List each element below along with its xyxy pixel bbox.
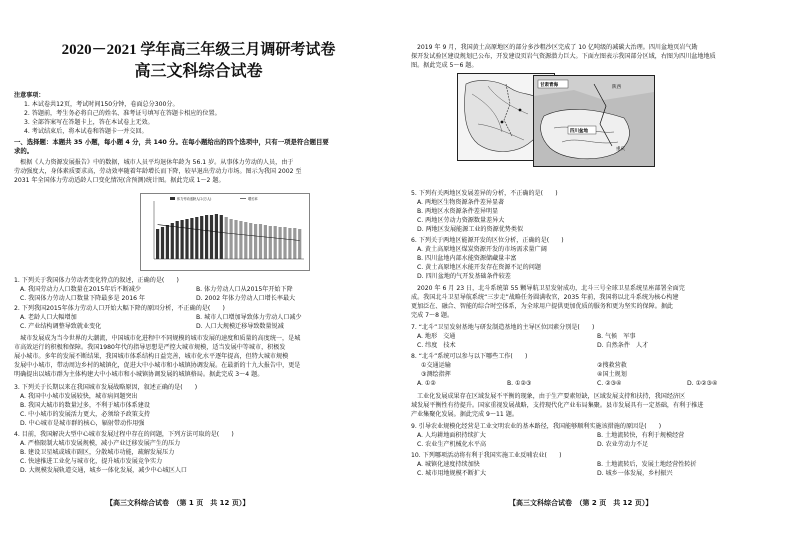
- figure-bar: [195, 217, 198, 259]
- figure-bar: [269, 226, 272, 259]
- figure-bar: [283, 227, 286, 259]
- passage-2-line-2: 市高效运行的积极和保障。我国1980年代的指导思想是严控大城市规模，适当发展中等城市，积极发: [14, 344, 286, 351]
- intro-line-1: 2019 年 9 月，我国黄土高原地区的部分多沙粗沙区完成了 10 亿吨级的减碳大治理。四川盆地页岩气勘: [417, 44, 698, 51]
- q1-option-c[interactable]: C. 我国体力劳动人口数量下降最多是 2016 年: [20, 295, 146, 302]
- note-2: 2. 答题前，考生务必将自己的姓名、准考证号填写在答题卡相应的位置。: [24, 110, 221, 117]
- passage-2-line-4: 发展中小城市，带动周边乡村的城镇化，促进大中小城市和小城镇协调发展。在最新的十九大报告中，更是: [14, 362, 301, 369]
- passage-4-line-1: 工业化发展成果存在区域发展不平衡的现象，由于生产要素短缺，区域发展支持和扶持，我国经济区: [417, 393, 686, 400]
- q7-option-b[interactable]: B. 气候 军事: [597, 333, 636, 340]
- map-label-sichuan-basin: 四川盆地: [570, 129, 588, 134]
- question-6: 6. 下列关于两地区能源开发的区位分析，正确的是( ): [411, 237, 564, 244]
- q8-item-4: ④国土规划: [597, 371, 627, 378]
- figure-bar: [225, 217, 228, 259]
- figure-bar: [220, 215, 223, 259]
- figure-bar: [234, 220, 237, 259]
- right-map-graphic: [534, 76, 654, 166]
- figure-bar: [210, 215, 213, 259]
- passage-3-line-1: 2020 年 6 月 23 日，北斗系统第 55 颗导航卫星发射成功，北斗三号全球卫星系统星座部署全面完: [417, 285, 685, 292]
- q9-option-c[interactable]: C. 农业生产机械化水平高: [417, 441, 487, 448]
- q2-option-d[interactable]: D. 人口大规模迁移导致数量锐减: [196, 323, 284, 330]
- figure-bar: [181, 220, 184, 259]
- figure-bar: [171, 223, 174, 259]
- q1-option-a[interactable]: A. 我国劳动力人口数量在2015年后不断减少: [20, 286, 141, 293]
- figure-bar: [249, 223, 252, 259]
- map-label-shaanxi: 陕西: [612, 85, 621, 90]
- page-1-footer: 【高三文科综合试卷 （第 1 页 共 12 页）】: [106, 499, 250, 507]
- legend-bars: 体力劳动适龄人口(万人): [177, 197, 212, 201]
- question-3: 3. 下列关于长期以来在我国城市发展战略原因，叙述正确的是( ): [14, 384, 198, 391]
- q6-option-b[interactable]: B. 四川盆地内部水能资源储藏量丰富: [417, 255, 517, 262]
- q5-option-d[interactable]: D. 两地区发展能源工业的资源优势类似: [417, 226, 524, 233]
- q8-option-c[interactable]: C. ②③④: [597, 380, 622, 387]
- q4-option-d[interactable]: D. 大规模发展轨道交通，城乡一体化发展，减少中心城区人口: [20, 467, 188, 474]
- figure-bar: [259, 224, 262, 259]
- q4-option-a[interactable]: A. 严格限制大城市发展规模，减小产业迁移发展产生的压力: [20, 440, 181, 447]
- figure-bar: [298, 229, 301, 259]
- q1-option-d[interactable]: D. 2002 年体力劳动人口增长率最大: [196, 295, 296, 302]
- question-10: 10. 下列哪项活动将有利于我国实施工业反哺农业( ): [411, 452, 562, 459]
- q2-option-b[interactable]: B. 城市人口增加导致体力劳动人口减少: [196, 314, 302, 321]
- notes-header: 注意事项：: [14, 92, 45, 99]
- note-1: 1. 本试卷共12页，考试时间150分钟，卷面总分300分。: [24, 101, 179, 108]
- q9-option-b[interactable]: B. 土地流转快，有利于规模经营: [597, 432, 685, 439]
- q10-option-d[interactable]: D. 城乡一体发展，乡村振兴: [597, 470, 673, 477]
- page-2-footer: 【高三文科综合试卷 （第 2 页 共 12 页）】: [509, 499, 653, 507]
- passage-4-line-2: 域发展平衡性有待提升。国家重视发展战略，支持现代化产业布局集聚。县市发展具有一定基础，有利于推进: [411, 402, 704, 409]
- figure-bar: [239, 221, 242, 259]
- question-1: 1. 下列关于我国体力劳动者变化特点的叙述，正确的是( ): [14, 277, 179, 284]
- figure-bar: [200, 216, 203, 259]
- q4-option-c[interactable]: C. 快速推进工业化与城市化，提升城市发展竞争实力: [20, 458, 163, 465]
- question-9: 9. 引导农业规模化经营是工业文明农业的基本路径，我国能够顺利实施该措施的原因是( ): [411, 423, 662, 430]
- q6-option-c[interactable]: C. 黄土高原地区水能开发存在资源不足的问题: [417, 264, 541, 271]
- passage-1-line-1: 根据《人力资源发展报告》中的数据，城市人员平均退休年龄为 56.1 岁。从事体力劳动的人员，由于: [20, 159, 294, 166]
- passage-3-line-3: 更加泛在、融合、智能的综合时空体系，为全球用户提供更加优质的服务和更为坚实的保障。据此: [411, 303, 674, 310]
- q6-option-a[interactable]: A. 黄土高原地区煤炭资源开发的市场需求量广阔: [417, 246, 547, 253]
- question-7: 7. “北斗”卫星发射基地与研发制造基地的主导区位因素分别是( ): [411, 324, 595, 331]
- figure-bar: [293, 228, 296, 259]
- q7-option-d[interactable]: D. 自然条件 人才: [597, 342, 649, 349]
- map-label-gansu-qinghai: 甘肃青海: [540, 83, 558, 88]
- q9-option-d[interactable]: D. 农业劳动力不足: [597, 441, 649, 448]
- figure-bar: [264, 225, 267, 259]
- q5-option-c[interactable]: C. 两地区劳动力资源数量差异大: [417, 217, 505, 224]
- passage-2-line-5: 明确提出以城市群为主体构建大中小城市和小城镇协调发展的城镇格局。据此完成 3～4 题。: [14, 371, 264, 378]
- figure-bar: [185, 219, 188, 259]
- intro-line-2: 探开发试验区建设规划已公布，开发建设页岩气资源潜力巨大。下面左图表示我国部分区域，右图为四川盆地地质: [411, 53, 716, 60]
- q7-option-a[interactable]: A. 地形 交通: [417, 333, 456, 340]
- q8-option-b[interactable]: B. ①②③: [507, 380, 532, 387]
- passage-2-line-3: 展小城市。多年的发展不断结果，我国城市体系结构日益完善，城市化水平逐年提高，但特大城市规模: [14, 353, 289, 360]
- figure-bar: [166, 225, 169, 259]
- q3-option-a[interactable]: A. 我国中小城市发展较快，城市病问题突出: [20, 393, 138, 400]
- figure-bar: [205, 215, 208, 259]
- question-5: 5. 下列有关两地区发展差异的分析，不正确的是( ): [411, 190, 558, 197]
- figure-bar: [254, 224, 257, 259]
- question-2: 2. 下列我国2015年体力劳动人口开始大幅下降的原因分析，不正确的是( ): [14, 305, 225, 312]
- page-2: [397, 0, 794, 535]
- q7-option-c[interactable]: C. 纬度 技术: [417, 342, 456, 349]
- exam-subtitle: 高三文科综合试卷: [134, 63, 263, 80]
- note-4: 4. 考试结束后，将本试卷和答题卡一并交回。: [24, 128, 148, 135]
- q8-option-a[interactable]: A. ①②: [417, 380, 436, 387]
- legend-rate: 增长率: [248, 197, 258, 201]
- map-label-chongqing: 重庆: [616, 147, 625, 152]
- figure-bar: [215, 214, 218, 259]
- figure-bar: [190, 218, 193, 259]
- question-8: 8. “北斗”系统可以参与以下哪些工作( ): [411, 353, 528, 360]
- q2-option-a[interactable]: A. 老龄人口大幅增加: [20, 314, 77, 321]
- q5-option-a[interactable]: A. 两地区生物资源条件差异显著: [417, 199, 505, 206]
- q8-item-1: ①交通运输: [421, 362, 451, 369]
- labor-population-figure: [140, 193, 310, 271]
- q4-option-b[interactable]: B. 建设卫星城或城市副区，分散城市功能，疏解发展压力: [20, 449, 175, 456]
- figure-bar: [274, 226, 277, 259]
- figure-bar: [156, 229, 159, 259]
- intro-line-3: 图。据此完成 5～6 题。: [411, 62, 478, 69]
- q5-option-b[interactable]: B. 两地区水资源条件差异明显: [417, 208, 499, 215]
- figure-bar: [279, 227, 282, 259]
- q2-option-c[interactable]: C. 产业结构调整导致就业变化: [20, 323, 102, 330]
- passage-1-line-2: 劳动强度大，身体素质要求高，劳动效率随着年龄增长而下降，较早退出劳动力市场。图示为我国 2002 至: [14, 168, 302, 175]
- figure-bar: [244, 222, 247, 259]
- figure-bar: [230, 219, 233, 259]
- question-4: 4. 目前，我国解决大型中心城市发展过程中存在的问题，下列方法可取的是( ): [14, 431, 234, 438]
- section-1-heading: 一、选择题：本题共 35 小题，每小题 4 分，共 140 分。在每小题给出的四个选项中，只有一项是符合题目要: [14, 138, 329, 146]
- passage-3-line-4: 完成 7～8 题。: [411, 312, 454, 319]
- q10-option-c[interactable]: C. 城市用地规模不断扩大: [417, 470, 487, 477]
- note-3: 3. 全部答案写在答题卡上，答在本试卷上无效。: [24, 119, 154, 126]
- exam-title: 2020－2021 学年高三年级三月调研考试卷: [61, 42, 336, 58]
- q8-item-2: ②搜救营救: [597, 362, 627, 369]
- right-map: [533, 75, 655, 167]
- passage-4-line-3: 产业集聚化发展。据此完成 9～11 题。: [411, 411, 518, 418]
- q1-option-b[interactable]: B. 体力劳动人口从2015年开始下降: [196, 286, 293, 293]
- figure-bar: [288, 228, 291, 259]
- passage-3-line-2: 成。我国北斗卫星导航系统“三步走”战略任务圆满收官，2035 年前，我国将以北斗系统为核心构建: [411, 294, 679, 301]
- q3-option-d[interactable]: D. 中心城市是城市群的核心，辐射带动作用强: [20, 420, 145, 427]
- figure-bar: [161, 227, 164, 259]
- q8-item-3: ③测绘指挥: [421, 371, 451, 378]
- passage-1-line-3: 2031 年全国体力劳动适龄人口变化情况(含预测)统计图。据此完成 1～2 题。: [14, 177, 225, 184]
- passage-2-line-1: 城市发展成为当今世界的大潮流，中国城市化进程中不同规模的城市发展的速度和质量的高度统一，是城: [20, 335, 301, 342]
- q3-option-b[interactable]: B. 我国大城市的数量过多，不利于城市体系建设: [20, 402, 150, 409]
- q10-option-b[interactable]: B. 土地流转后，发展土地经营性转折: [597, 461, 697, 468]
- q8-option-d[interactable]: D. ①②③④: [687, 380, 718, 387]
- q10-option-a[interactable]: A. 城镇化速度持续加快: [417, 461, 480, 468]
- q9-option-a[interactable]: A. 人均耕地面积持续扩大: [417, 432, 486, 439]
- q3-option-c[interactable]: C. 中小城市的发展活力更大，必须给予政策支持: [20, 411, 151, 418]
- section-1-heading-cont: 求的。: [14, 147, 34, 155]
- q6-option-d[interactable]: D. 四川盆地的气开发基础条件较差: [417, 273, 511, 280]
